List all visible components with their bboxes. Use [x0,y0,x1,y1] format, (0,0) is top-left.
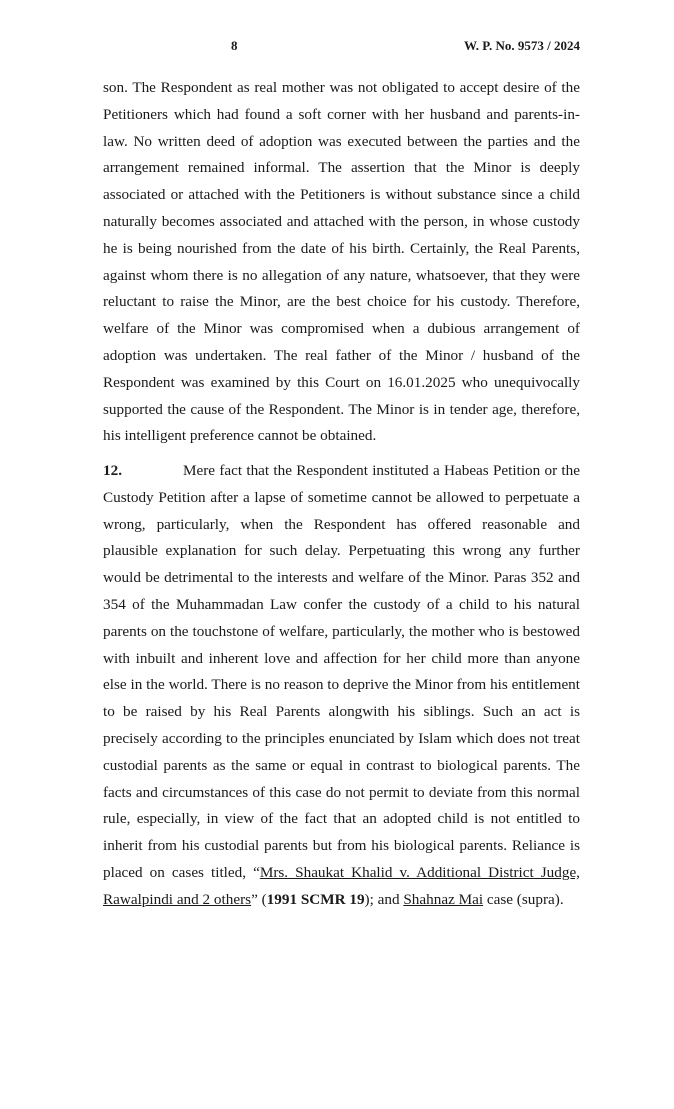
case-title-citation: Mrs. Shaukat Khalid v. Additional District Judge, Rawalpindi and 2 others [103,863,580,908]
paragraph-12 [103,458,580,914]
page-header [103,38,580,58]
paragraph-11-continuation [103,75,580,450]
second-case-reference: Shahnaz Mai [403,890,484,908]
text-fragment: ); and [364,890,404,908]
text-fragment: case (supra). [483,890,564,908]
law-report-citation: 1991 SCMR 19 [266,890,365,908]
page-number: 8 [231,38,238,53]
paragraph-number: 12. [103,462,122,479]
text-fragment: ” ( [251,890,267,908]
paragraph-text: Mere fact that the Respondent instituted a Habeas Petition or the Custody Petition after a lapse of sometime cannot be allowed to perpetuate a wrong, particularly, when the Respondent has offered reasonable and plausible explanation for such delay. Perpetuating this wrong any further would be detrimental to the interests and welfare of the Minor. Paras 352 and 354 of the Muhammadan Law confer the custody of a child to his natural parents on the touchstone of welfare, particularly, the mother who is bestowed with inbuilt and inherent love and affection for her child more than anyone else in the world. There is no reason to deprive the Minor from his entitlement to be raised by his Real Parents alongwith his siblings. Such an act is precisely according to the principles enunciated by Islam which does not treat custodial parents as the same or equal in contrast to biological parents. The facts and circumstances of this case do not permit to deviate from this normal rule, especially, in view of the fact that an adopted child is not entitled to inherit from his custodial parents but from his biological parents. Reliance is placed on cases titled, “ [103,462,580,881]
case-reference: W. P. No. 9573 / 2024 [463,38,580,53]
paragraph-text: son. The Respondent as real mother was not obligated to accept desire of the Petitioners which had found a soft corner with her husband and parents-in-law. No written deed of adoption was executed between the parties and the arrangement remained informal. The assertion that the Minor is deeply associated or attached with the Petitioners is without substance since a child naturally becomes associated and attached with the person, in whose custody he is being nourished from the date of his birth. Certainly, the Real Parents, against whom there is no allegation of any nature, whatsoever, that they were reluctant to raise the Minor, are the best choice for his custody. Therefore, welfare of the Minor was compromised when a dubious arrangement of adoption was undertaken. The real father of the Minor / husband of the Respondent was examined by this Court on 16.01.2025 who unequivocally supported the cause of the Respondent. The Minor is in tender age, therefore, his intelligent preference cannot be obtained. [103,79,580,445]
